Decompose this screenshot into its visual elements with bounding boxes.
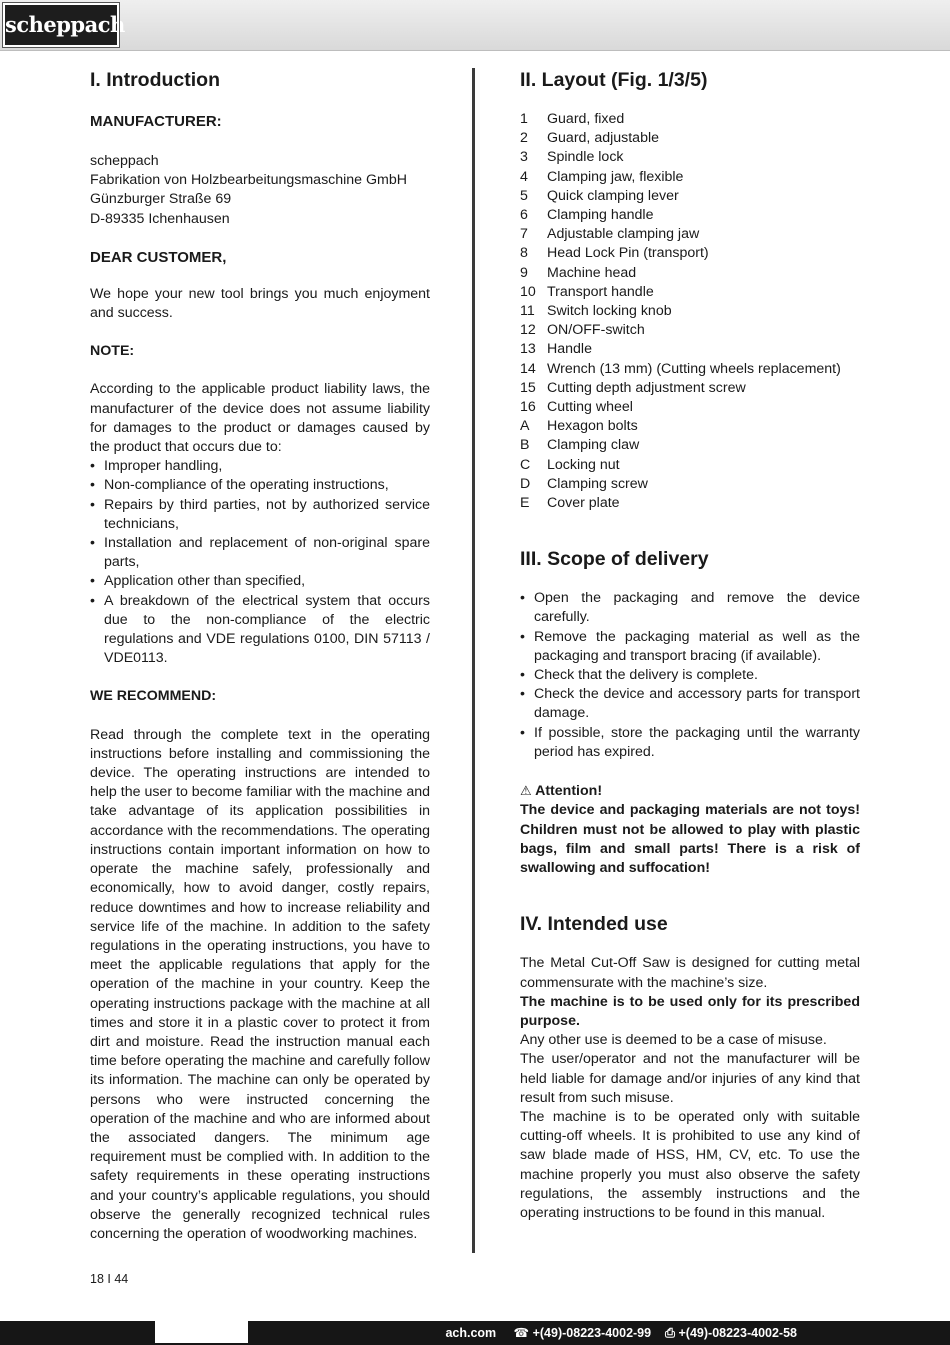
legend-number: 13: [520, 341, 536, 358]
legend-row: [520, 475, 860, 494]
legend-label: Guard, fixed: [547, 111, 625, 127]
note-list: [90, 457, 430, 668]
legend-number: 15: [520, 379, 536, 396]
warning-icon: ⚠: [520, 783, 532, 799]
intended-use-bold: The machine is to be used only for its prescribed purpose.: [520, 993, 860, 1029]
manufacturer-heading: MANUFACTURER:: [90, 113, 222, 130]
legend-row: [520, 244, 860, 263]
fax-icon: ⎙: [665, 1326, 676, 1340]
legend-row: [520, 129, 860, 148]
legend-label: Hexagon bolts: [547, 418, 638, 435]
manufacturer-address: [90, 152, 430, 229]
scope-title: III. Scope of delivery: [520, 548, 709, 571]
legend-row: [520, 340, 860, 359]
recommend-text: Read through the complete text in the operating instructions before installing and commissioning the device. The operating instructions are intended to help the user to become familiar with the machine and take advantage of its application possibilities in accordance with the recommendations. The operating instructions contain important information on how to operate the machine safely, professionally and economically, how to avoid danger, costly repairs, reduce downtimes and how to increase reliability and service life of the machine. In addition to the safety regulations in the operating instructions, you have to meet the applicable regulations that apply for the operation of the machine in your country. Keep the operating instructions package with the machine at all times and store it in a plastic cover to protect it from dirt and moisture. Read the instruction manual each time before operating the machine and carefully follow its information. The machine can only be operated by persons who were instructed concerning the operation of the machine and who are informed about the associated dangers. The minimum age requirement must be complied with. In addition to the safety requirements in these operating instructions and your country’s applicable regulations, you should observe the generally recognized technical rules concerning the operation of woodworking machines.: [90, 726, 430, 1242]
legend-row: [520, 283, 860, 302]
legend-label: Clamping screw: [547, 475, 648, 492]
phone-icon: ☎: [513, 1326, 530, 1340]
scope-list: [520, 589, 860, 762]
list-item: • Installation and replacement of non-original spare parts,: [90, 534, 430, 572]
list-item: • Non-compliance of the operating instructions,: [90, 476, 430, 495]
legend-label: Spindle lock: [547, 149, 624, 166]
list-item: • A breakdown of the electrical system that occurs due to the non-compliance of the electric regulations and VDE regulations 0100, DIN 57113 / VDE0113.: [90, 592, 430, 669]
legend-number: A: [520, 418, 530, 435]
legend-row: [520, 187, 860, 206]
legend-row: [520, 302, 860, 321]
scheppach-logo: scheppach: [3, 3, 119, 47]
page-number: 18 I 44: [90, 1272, 129, 1286]
legend-row: [520, 321, 860, 340]
legend-row: [520, 436, 860, 455]
legend-label: Cutting wheel: [547, 399, 633, 416]
address-line: D-89335 Ichenhausen: [90, 210, 230, 227]
list-item: • Check that the delivery is complete.: [520, 666, 860, 685]
legend-row: [520, 225, 860, 244]
layout-title: II. Layout (Fig. 1/3/5): [520, 69, 708, 91]
legend-label: Clamping handle: [547, 207, 654, 224]
address-line: scheppach: [90, 153, 159, 169]
intended-use-text: The user/operator and not the manufacturer will be held liable for damage and/or injuries of any kind that result from such misuse.: [520, 1051, 860, 1106]
legend-row: [520, 360, 860, 379]
legend-number: C: [520, 456, 531, 473]
legend-number: B: [520, 437, 530, 454]
list-item: • Application other than specified,: [90, 572, 430, 591]
footer-divider: [155, 1321, 248, 1343]
legend-label: Switch locking knob: [547, 303, 672, 320]
legend-number: 11: [520, 303, 535, 320]
legend-number: E: [520, 495, 530, 512]
legend-number: 9: [520, 264, 528, 281]
legend-number: 2: [520, 130, 528, 147]
website-link[interactable]: ach.com: [445, 1326, 497, 1340]
legend-row: [520, 417, 860, 436]
legend-number: 8: [520, 245, 528, 262]
legend-number: 12: [520, 322, 536, 339]
list-item: • Open the packaging and remove the device carefully.: [520, 589, 860, 627]
legend-number: 16: [520, 399, 536, 416]
fax-number: +(49)-08223-4002-58: [678, 1326, 797, 1340]
attention-heading: [520, 781, 860, 801]
note-text: According to the applicable product liability laws, the manufacturer of the device does not assume liability for damages to the product or damages caused by the product that occurs due to:: [90, 381, 430, 456]
legend-row: [520, 398, 860, 417]
legend-label: Quick clamping lever: [547, 187, 679, 204]
legend-number: 1: [520, 111, 528, 127]
legend-row: [520, 456, 860, 475]
recommend-heading: WE RECOMMEND:: [90, 688, 217, 705]
legend-label: Guard, adjustable: [547, 130, 659, 147]
intended-use-text: Any other use is deemed to be a case of misuse.: [520, 1032, 827, 1049]
intended-use-title: IV. Intended use: [520, 913, 668, 936]
address-line: Fabrikation von Holzbearbeitungsmaschine GmbH: [90, 172, 408, 189]
legend-label: Adjustable clamping jaw: [547, 226, 700, 243]
legend-row: [520, 148, 860, 167]
legend-label: Cover plate: [547, 495, 620, 512]
legend-row: [520, 110, 860, 129]
legend-row: [520, 494, 860, 513]
legend-label: Wrench (13 mm) (Cutting wheels replacement): [547, 360, 841, 377]
legend-number: 7: [520, 226, 528, 243]
legend-label: Handle: [547, 341, 592, 358]
list-item: • Remove the packaging material as well as the packaging and transport bracing (if available).: [520, 628, 860, 666]
legend-label: ON/OFF-switch: [547, 322, 645, 339]
legend-number: 6: [520, 207, 528, 224]
phone-number: +(49)-08223-4002-99: [532, 1326, 652, 1340]
layout-parts-list: [520, 110, 860, 513]
introduction-title: I. Introduction: [90, 69, 220, 91]
footer-contact: [445, 1324, 797, 1342]
legend-label: Clamping claw: [547, 437, 640, 454]
legend-label: Locking nut: [547, 456, 620, 473]
list-item: • Repairs by third parties, not by authorized service technicians,: [90, 496, 430, 534]
list-item: • If possible, store the packaging until the warranty period has expired.: [520, 724, 860, 762]
legend-label: Head Lock Pin (transport): [547, 245, 709, 262]
legend-number: 5: [520, 187, 528, 204]
intended-use-text: The machine is to be operated only with suitable cutting-off wheels. It is prohibited to use any kind of saw blade made of HSS, HM, CV, etc. To use the machine properly you must also observe the safety regulations, the assembly instructions and the operating instructions to be found in this manual.: [520, 1108, 860, 1221]
legend-number: D: [520, 475, 531, 492]
legend-number: 3: [520, 149, 528, 166]
attention-label: Attention!: [535, 783, 603, 800]
address-line: Günzburger Straße 69: [90, 191, 232, 208]
column-divider: [472, 68, 475, 1253]
legend-row: [520, 168, 860, 187]
legend-number: 4: [520, 168, 528, 185]
legend-row: [520, 264, 860, 283]
intended-use-text: The Metal Cut-Off Saw is designed for cutting metal commensurate with the machine’s size.: [520, 955, 860, 991]
legend-label: Clamping jaw, flexible: [547, 168, 684, 185]
footer-bar: [0, 1321, 950, 1345]
legend-number: 14: [520, 360, 536, 377]
header-bar: [0, 0, 950, 51]
list-item: • Check the device and accessory parts for transport damage.: [520, 685, 860, 723]
legend-row: [520, 206, 860, 225]
legend-label: Machine head: [547, 264, 637, 281]
dear-customer-heading: DEAR CUSTOMER,: [90, 248, 227, 266]
legend-label: Transport handle: [547, 283, 654, 300]
attention-text: The device and packaging materials are not toys! Children must not be allowed to play with plastic bags, film and small parts! There is a risk of swallowing and suffocation!: [520, 802, 860, 877]
note-heading: NOTE:: [90, 343, 135, 360]
list-item: • Improper handling,: [90, 457, 430, 476]
legend-label: Cutting depth adjustment screw: [547, 379, 746, 396]
left-column: [90, 68, 430, 1244]
legend-row: [520, 379, 860, 398]
dear-customer-text: We hope your new tool brings you much enjoyment and success.: [90, 285, 430, 322]
legend-number: 10: [520, 283, 536, 300]
right-column: [520, 68, 860, 1223]
